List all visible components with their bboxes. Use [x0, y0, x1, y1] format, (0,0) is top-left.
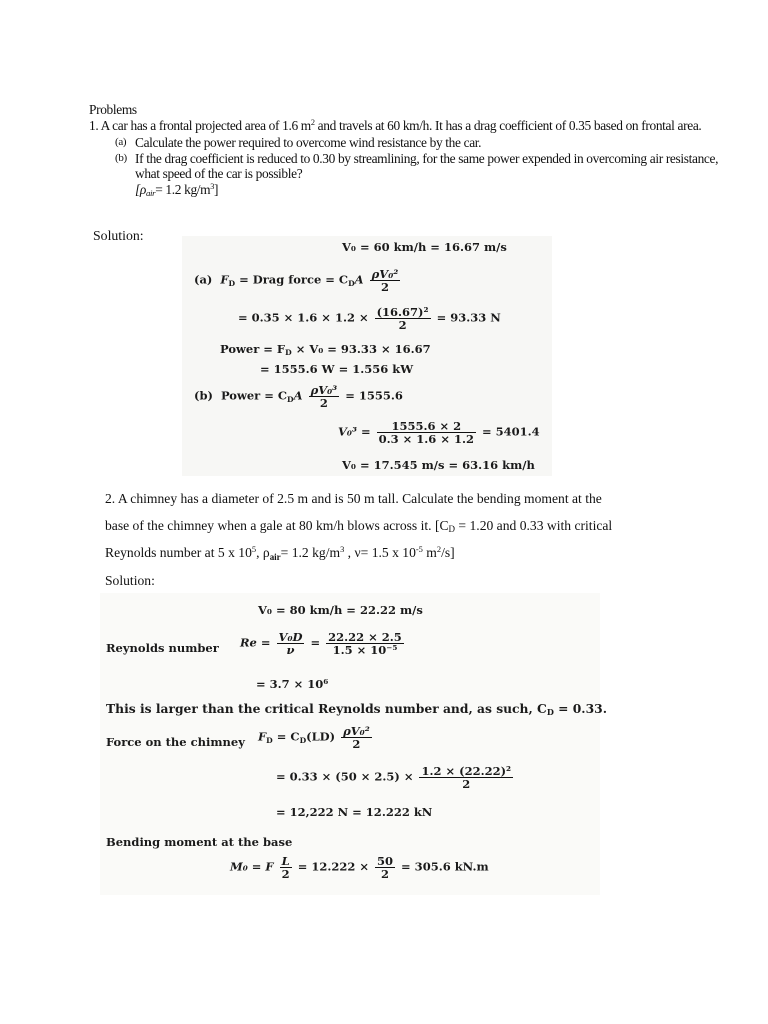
sol1-part-b-power: (b) Power = CDA $\frac{\text{ρV₀³}}{2}$ = 1555.6	[194, 383, 403, 411]
solution-2-label: Solution:	[105, 572, 155, 588]
sol2-force-result: = 12,222 N = 12.222 kN	[276, 805, 433, 819]
problem-2-block	[105, 486, 705, 594]
sol2-force-calc: = 0.33 × (50 × 2.5) × $\frac{\text{1.2 × (22.22)²}}{2}$	[276, 764, 512, 792]
sol1-drag-force-formula: (a) FD = Drag force = CDA $\frac{\text{ρV₀²}}{2}$	[194, 267, 399, 295]
problem-1-part-a: (a) Calculate the power required to overcome wind resistance by the car.	[115, 135, 482, 150]
sol2-critical-statement: This is larger than the critical Reynolds number and, as such, CD = 0.33.	[106, 701, 607, 718]
sol1-final-velocity: V₀ = 17.545 m/s = 63.16 km/h	[342, 458, 535, 472]
sol1-power-result: = 1555.6 W = 1.556 kW	[260, 362, 414, 376]
problem-2-line-1: 2. A chimney has a diameter of 2.5 m and is 50 m tall. Calculate the bending moment at the	[105, 491, 602, 506]
problem-2-line-2: base of the chimney when a gale at 80 km/h blows across it. [CD = 1.20 and 0.33 with critical	[105, 517, 613, 535]
problems-heading: Problems	[89, 102, 137, 117]
solution-1-label: Solution:	[93, 228, 144, 243]
problem-1-part-b: (b) If the drag coefficient is reduced to 0.30 by streamlining, for the same power expended in overcoming air resistance, what speed of the car is possible?	[115, 150, 719, 181]
sol2-reynolds-result: = 3.7 × 10⁶	[256, 677, 329, 691]
sol1-power-formula: Power = FD × V₀ = 93.33 × 16.67	[220, 342, 431, 358]
sol2-force-label: Force on the chimney	[106, 735, 245, 749]
air-density-note: [ρair= 1.2 $kg/m^3$]	[135, 181, 219, 199]
solution-1-image	[182, 236, 552, 476]
problem-1-block	[89, 102, 729, 199]
problem-2-line-3: Reynolds number at 5 x $10^5$, ρair= 1.2 $kg/m^3$ , ν= 1.5 x $10^{-5}$ $m^2/s$]	[105, 544, 455, 562]
sol1-drag-force-calc: = 0.35 × 1.6 × 1.2 × $\frac{\text{(16.67)²}}{2}$ = 93.33 N	[238, 305, 501, 333]
sol2-force-formula: FD = CD(LD) $\frac{\text{ρV₀²}}{2}$	[258, 724, 370, 752]
sol2-velocity-line: V₀ = 80 km/h = 22.22 m/s	[258, 603, 423, 617]
sol1-velocity-line: V₀ = 60 km/h = 16.67 m/s	[342, 240, 507, 254]
sol2-reynolds-label: Reynolds number	[106, 641, 219, 655]
problem-1-statement: 1. A car has a frontal projected area of 1.6 $m^2$ and travels at 60 km/h. It has a drag coefficient of 0.35 based on frontal area.	[89, 117, 702, 133]
sol1-v-cubed: V₀³ = $\frac{1555.6 \times 2}{0.3 \times 1.6 \times 1.2}$ = 5401.4	[338, 419, 540, 447]
sol2-bending-label: Bending moment at the base	[106, 835, 293, 849]
sol2-bending-formula: M₀ = F $\frac{L}{2}$ = 12.222 × $\frac{50}{2}$ = 305.6 kN.m	[230, 854, 489, 882]
sol2-reynolds-formula: Re = $\frac{\text{V₀D}}{\nu}$ = $\frac{22.22 \times 2.5}{\text{1.5 × 10⁻⁵}}$	[240, 630, 402, 658]
solution-2-image	[100, 593, 607, 895]
